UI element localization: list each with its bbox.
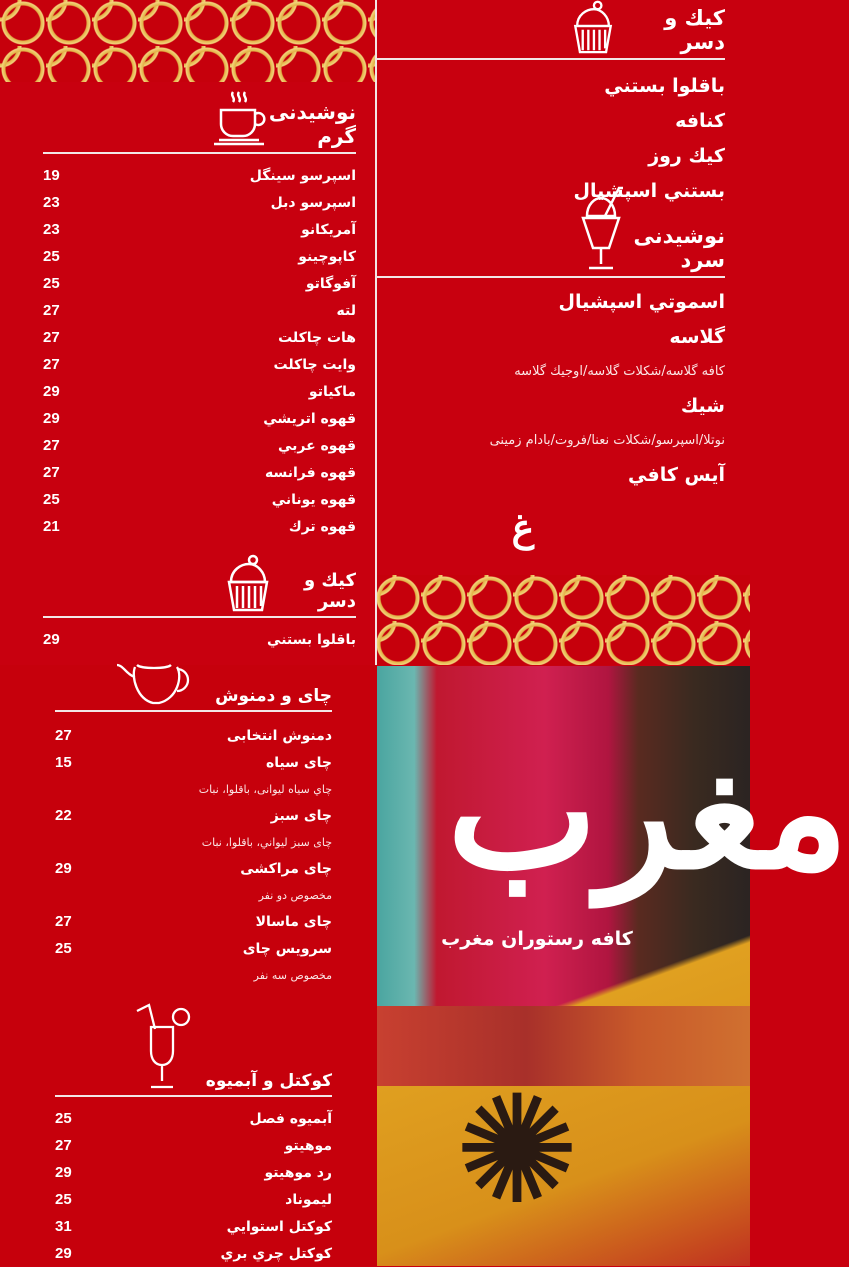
menu-item [375, 388, 725, 423]
item-name: چای مراکشی [240, 860, 332, 877]
menu-item [375, 284, 725, 319]
menu-item [43, 324, 356, 351]
item-name: آفوگاتو [305, 275, 356, 292]
lattice-pattern-top [0, 0, 375, 82]
milkshake-icon [575, 186, 625, 272]
item-description: چاي سیاه لیوانی، باقلوا، نبات [198, 782, 332, 796]
item-price: 23 [43, 194, 60, 211]
item-price: 27 [43, 437, 60, 454]
item-name: رد موهیتو [264, 1164, 332, 1181]
item-name: هات چاکلت [278, 329, 356, 346]
cupcake-icon [223, 552, 273, 612]
menu-item [43, 432, 356, 459]
cover-artwork [377, 666, 849, 1266]
menu-item [43, 459, 356, 486]
item-name: گلاسه [669, 325, 725, 348]
brand-logo: مغرب [447, 717, 849, 905]
menu-item [43, 405, 356, 432]
menu-item [55, 1186, 332, 1213]
menu-item [43, 162, 356, 189]
item-name: لته [336, 302, 356, 319]
section-title: چای و دمنوش [215, 686, 332, 706]
item-price: 25 [43, 275, 60, 292]
menu-item [55, 1240, 332, 1267]
section-title: نوشیدنی گرم [268, 100, 356, 148]
item-name: قهوه فرانسه [265, 464, 356, 481]
menu-item [55, 1132, 332, 1159]
cupcake-icon [565, 0, 621, 54]
section-cake-left [43, 556, 356, 653]
item-price: 25 [43, 491, 60, 508]
menu-item [375, 103, 725, 138]
item-name: شیك [680, 394, 725, 417]
section-cocktails [55, 1005, 332, 1267]
item-name: قهوه عربي [277, 437, 356, 454]
item-description: مخصوص دو نفر [258, 888, 332, 902]
item-name: وایت چاکلت [273, 356, 356, 373]
menu-item [55, 935, 332, 962]
item-name: قهوه یوناني [271, 491, 356, 508]
item-price: 27 [55, 727, 72, 744]
item-description: چای سبز لیواني، باقلوا، نبات [201, 835, 332, 849]
item-name: کوکتل چري بري [220, 1245, 332, 1262]
item-name: اسپرسو دبل [270, 194, 356, 211]
menu-item [43, 486, 356, 513]
item-name: قهوه اتریشي [263, 410, 356, 427]
ornament-icon: ✺ [454, 1064, 580, 1238]
item-price: 27 [43, 356, 60, 373]
item-name: موهیتو [284, 1137, 332, 1154]
item-price: 27 [43, 464, 60, 481]
section-cake-right [375, 0, 725, 208]
item-price: 22 [55, 807, 72, 824]
item-name: قهوه ترك [288, 518, 356, 535]
item-price: 27 [43, 329, 60, 346]
section-tea [55, 665, 332, 988]
item-price: 29 [55, 860, 72, 877]
menu-item [43, 378, 356, 405]
menu-item [55, 1105, 332, 1132]
item-name: چای ماسالا [255, 913, 332, 930]
menu-item [55, 722, 332, 749]
menu-item [55, 749, 332, 776]
item-price: 27 [55, 1137, 72, 1154]
item-name: اسپرسو سینگل [249, 167, 356, 184]
menu-item [55, 802, 332, 829]
item-price: 19 [43, 167, 60, 184]
brand-logo-small: غ [511, 505, 535, 550]
item-name: آبمیوه فصل [249, 1110, 332, 1127]
item-name: چای سبز [270, 807, 332, 824]
item-price: 29 [43, 383, 60, 400]
item-description: مخصوص سه نفر [253, 968, 332, 982]
item-name: کوکتل استوایي [226, 1218, 332, 1235]
item-price: 25 [55, 1110, 72, 1127]
lattice-pattern-right [375, 575, 750, 665]
item-name: آمریکانو [301, 221, 356, 238]
item-name: کنافه [675, 109, 725, 132]
item-price: 31 [55, 1218, 72, 1235]
section-title: کوکتل و آبمیوه [205, 1071, 332, 1091]
cocktail-glass-icon [135, 1003, 195, 1091]
item-name: باقلوا بستني [604, 74, 725, 97]
item-price: 29 [55, 1164, 72, 1181]
item-price: 15 [55, 754, 72, 771]
section-title: کیك و دسر [303, 570, 356, 612]
item-price: 29 [55, 1245, 72, 1262]
item-name: اسموتي اسپشیال [558, 290, 725, 313]
item-name: ماکیاتو [308, 383, 356, 400]
item-name: سرویس چای [242, 940, 332, 957]
item-name: لیموناد [285, 1191, 332, 1208]
section-title: کیك و دسر [664, 6, 725, 54]
item-price: 25 [43, 248, 60, 265]
item-name: چای سیاه [265, 754, 332, 771]
menu-item [55, 855, 332, 882]
item-description: نوتلا/اسپرسو/شکلات نعنا/فروت/بادام زمینی [489, 432, 725, 448]
coffee-cup-icon [209, 88, 269, 148]
menu-item [43, 513, 356, 540]
item-price: 29 [43, 410, 60, 427]
menu-item [55, 908, 332, 935]
item-price: 25 [55, 940, 72, 957]
teapot-icon [115, 661, 191, 706]
menu-item [55, 1159, 332, 1186]
menu-item [43, 189, 356, 216]
item-price: 29 [43, 631, 60, 648]
item-description: کافه گلاسه/شکلات گلاسه/اوجیك گلاسه [514, 363, 725, 379]
menu-item [55, 1213, 332, 1240]
menu-item [43, 626, 356, 653]
item-price: 25 [55, 1191, 72, 1208]
item-name: بستني اسپشیال [573, 179, 725, 202]
menu-item [43, 351, 356, 378]
section-hot-drinks [43, 92, 356, 540]
panel-tea-cocktails [0, 665, 377, 1266]
menu-item [375, 138, 725, 173]
menu-item [43, 243, 356, 270]
item-name: باقلوا بستني [267, 631, 356, 648]
menu-item [375, 319, 725, 354]
menu-item [43, 270, 356, 297]
item-name: کاپوچینو [298, 248, 356, 265]
section-title: نوشیدنی سرد [633, 224, 725, 272]
brand-name: کافه رستوران مغرب [441, 928, 633, 950]
menu-item [43, 216, 356, 243]
menu-item [43, 297, 356, 324]
menu-item [375, 68, 725, 103]
item-price: 27 [55, 913, 72, 930]
item-price: 27 [43, 302, 60, 319]
item-price: 21 [43, 518, 60, 535]
item-name: آیس کافي [628, 463, 725, 486]
section-cold-drinks [375, 190, 725, 492]
item-price: 23 [43, 221, 60, 238]
item-name: دمنوش انتخابی [226, 727, 332, 744]
item-name: کیك روز [648, 144, 725, 167]
